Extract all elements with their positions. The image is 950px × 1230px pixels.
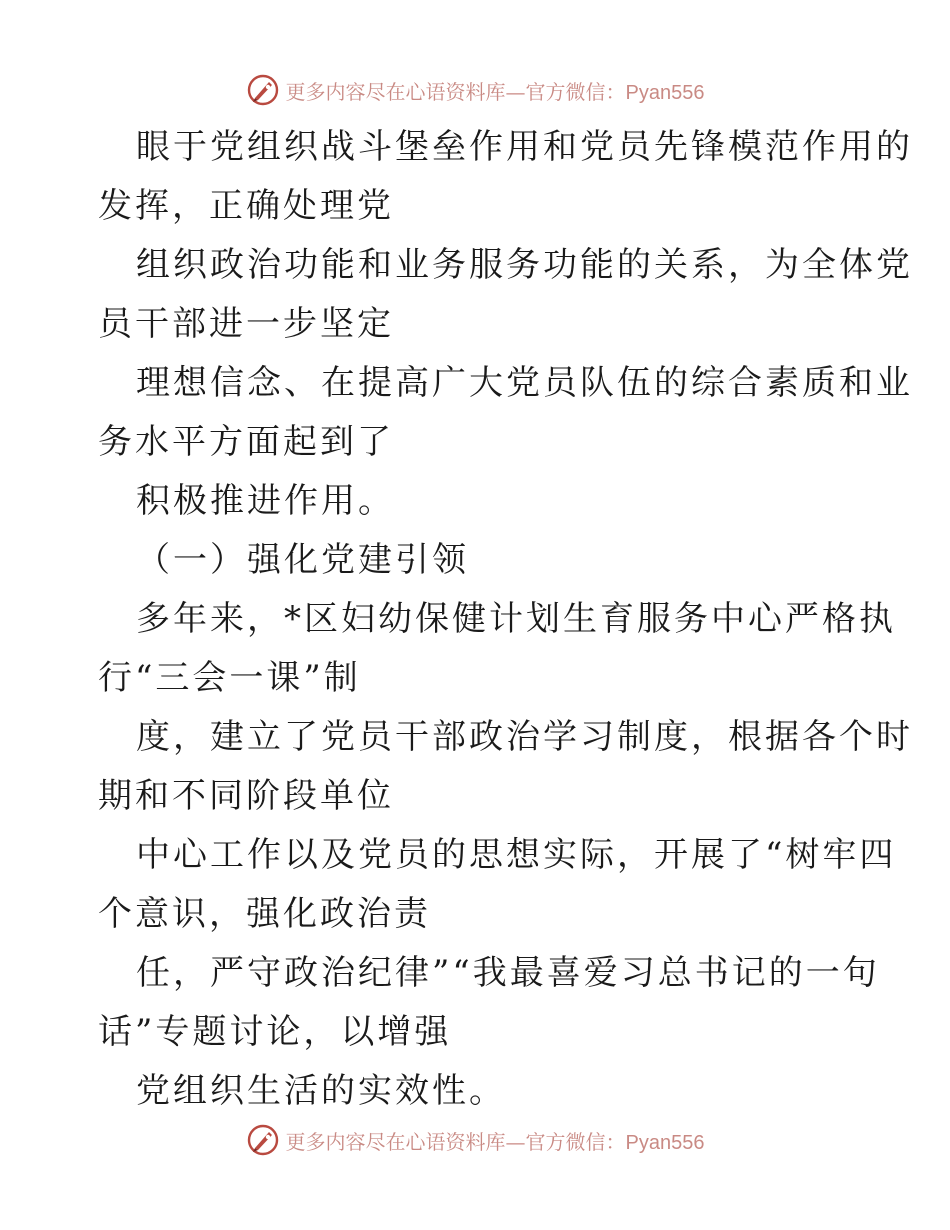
paragraph-line: 党组织生活的实效性。 (136, 1071, 506, 1111)
paragraph-line: 话”专题讨论，以增强 (98, 1012, 452, 1052)
footer-watermark (0, 1120, 950, 1160)
header-watermark (0, 70, 950, 110)
paragraph-line: 任，严守政治纪律”“我最喜爱习总书记的一句 (136, 953, 880, 993)
paragraph-line: 积极推进作用。 (136, 481, 395, 521)
paragraph-line: 员干部进一步坚定 (98, 304, 394, 344)
paragraph-line: 务水平方面起到了 (98, 422, 394, 462)
wechat-id: Pyan556 (625, 1131, 705, 1154)
paragraph-line: 期和不同阶段单位 (98, 776, 394, 816)
paragraph-line: 行“三会一课”制 (98, 658, 361, 698)
paragraph-line: 度，建立了党员干部政治学习制度，根据各个时 (136, 717, 913, 757)
document-body (98, 118, 913, 1121)
watermark-text (286, 1126, 705, 1155)
paragraph-line: 发挥，正确处理党 (98, 186, 394, 226)
paragraph-line: 理想信念、在提高广大党员队伍的综合素质和业 (136, 363, 913, 403)
watermark-label: 更多内容尽在心语资料库—官方微信： (285, 79, 626, 104)
paragraph-line: 组织政治功能和业务服务功能的关系，为全体党 (136, 245, 913, 285)
paragraph-line: 眼于党组织战斗堡垒作用和党员先锋模范作用的 (136, 127, 913, 167)
watermark-text (286, 76, 705, 105)
paragraph-line: 多年来，*区妇幼保健计划生育服务中心严格执 (136, 599, 896, 639)
paragraph-line: 中心工作以及党员的思想实际，开展了“树牢四 (136, 835, 897, 875)
paragraph-line: 个意识，强化政治责 (98, 894, 431, 934)
section-heading: （一）强化党建引领 (136, 540, 469, 580)
watermark-label: 更多内容尽在心语资料库—官方微信： (285, 1129, 626, 1154)
quill-pen-logo-icon (246, 73, 280, 107)
quill-pen-logo-icon (246, 1123, 280, 1157)
wechat-id: Pyan556 (625, 81, 705, 104)
